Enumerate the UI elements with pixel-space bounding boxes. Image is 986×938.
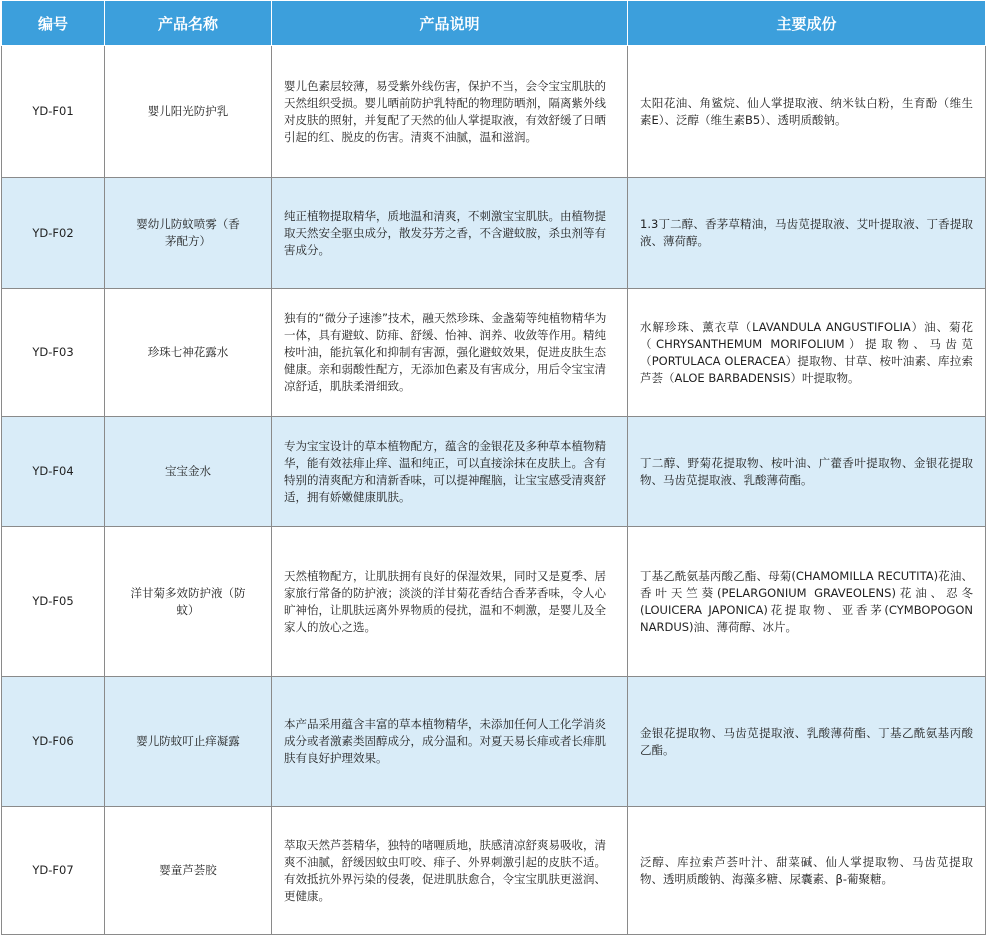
product-ingredients: 太阳花油、角鲨烷、仙人掌提取液、纳米钛白粉，生育酚（维生素E）、泛醇（维生素B5）、透明质酸钠。 [628,46,986,178]
table-row [2,178,986,289]
table-row [2,807,986,935]
product-name-text: 婴童芦荟胶 [159,863,217,877]
product-ingredients: 丁基乙酰氨基丙酸乙酯、母菊(CHAMOMILLA RECUTITA)花油、香叶天竺葵(PELARGONIUM GRAVEOLENS)花油、忍冬(LOUICERA JAPONICA)花提取物、亚香茅(CYMBOPOGON NARDUS)油、薄荷醇、冰片。 [628,527,986,677]
product-name-text: 洋甘菊多效防护液（防蚊） [130,585,246,617]
product-code: YD-F06 [2,677,105,807]
product-description: 本产品采用蕴含丰富的草本植物精华，未添加任何人工化学消炎成分或者激素类固醇成分，成分温和。对夏天易长痱或者长痱肌肤有良好护理效果。 [272,677,628,807]
header-ingredients: 主要成份 [628,1,986,46]
product-name [105,46,272,178]
table-row [2,527,986,677]
product-name [105,178,272,289]
product-name [105,677,272,807]
product-name [105,807,272,935]
product-ingredients: 丁二醇、野菊花提取物、桉叶油、广藿香叶提取物、金银花提取物、马齿苋提取液、乳酸薄荷酯。 [628,417,986,527]
product-name [105,417,272,527]
product-ingredients: 泛醇、库拉索芦荟叶汁、甜菜碱、仙人掌提取物、马齿苋提取物、透明质酸钠、海藻多糖、尿囊素、β-葡聚糖。 [628,807,986,935]
product-description: 天然植物配方，让肌肤拥有良好的保湿效果，同时又是夏季、居家旅行常备的防护液；淡淡的洋甘菊花香结合香茅香味，令人心旷神怡，让肌肤远离外界物质的侵扰，温和不刺激，是婴儿及全家人的放心之选。 [272,527,628,677]
table-row [2,289,986,417]
product-code: YD-F03 [2,289,105,417]
product-name [105,527,272,677]
product-table [1,0,986,935]
header-code: 编号 [2,1,105,46]
header-name: 产品名称 [105,1,272,46]
product-name-text: 宝宝金水 [165,464,211,478]
product-name-text: 婴儿阳光防护乳 [147,104,229,118]
product-code: YD-F07 [2,807,105,935]
product-ingredients: 1.3丁二醇、香茅草精油，马齿苋提取液、艾叶提取液、丁香提取液、薄荷醇。 [628,178,986,289]
product-name [105,289,272,417]
product-description: 婴儿色素层较薄，易受紫外线伤害，保护不当，会令宝宝肌肤的天然组织受损。婴儿晒前防护乳特配的物理防晒剂，隔离紫外线对皮肤的照射，并复配了天然的仙人掌提取液，有效舒缓了日晒引起的红、脱皮的伤害。清爽不油腻，温和滋润。 [272,46,628,178]
header-row [2,1,986,46]
product-description: 独有的“微分子速渗”技术，融天然珍珠、金盏菊等纯植物精华为一体，具有避蚊、防痱、舒缓、怡神、润养、收敛等作用。精纯桉叶油，能抗氧化和抑制有害源，强化避蚊效果，促进皮肤生态健康。亲和弱酸性配方，无添加色素及有害成分，用后令宝宝清凉舒适，肌肤柔滑细致。 [272,289,628,417]
product-code: YD-F02 [2,178,105,289]
product-ingredients: 水解珍珠、薰衣草（LAVANDULA ANGUSTIFOLIA）油、菊花（CHRYSANTHEMUM MORIFOLIUM）提取物、马齿苋（PORTULACA OLERACEA）提取物、甘草、桉叶油素、库拉索芦荟（ALOE BARBADENSIS）叶提取物。 [628,289,986,417]
product-code: YD-F04 [2,417,105,527]
product-name-text: 珍珠七神花露水 [147,345,229,359]
table-row [2,417,986,527]
product-name-text: 婴儿防蚊叮止痒凝露 [136,734,240,748]
product-code: YD-F05 [2,527,105,677]
product-code: YD-F01 [2,46,105,178]
product-description: 萃取天然芦荟精华，独特的啫喱质地，肤感清凉舒爽易吸收，清爽不油腻，舒缓因蚊虫叮咬、痱子、外界刺激引起的皮肤不适。有效抵抗外界污染的侵袭，促进肌肤愈合，令宝宝肌肤更滋润、更健康。 [272,807,628,935]
table-row [2,46,986,178]
product-ingredients: 金银花提取物、马齿苋提取液、乳酸薄荷酯、丁基乙酰氨基丙酸乙酯。 [628,677,986,807]
product-name-text: 婴幼儿防蚊喷雾（香茅配方） [136,217,240,248]
table-row [2,677,986,807]
product-description: 专为宝宝设计的草本植物配方，蕴含的金银花及多种草本植物精华，能有效祛痱止痒、温和纯正，可以直接涂抹在皮肤上。含有特别的清爽配方和清新香味，可以提神醒脑，让宝宝感受清爽舒适，拥有娇嫩健康肌肤。 [272,417,628,527]
product-description: 纯正植物提取精华，质地温和清爽，不刺激宝宝肌肤。由植物提取天然安全驱虫成分，散发芬芳之香，不含避蚊胺，杀虫剂等有害成分。 [272,178,628,289]
header-description: 产品说明 [272,1,628,46]
